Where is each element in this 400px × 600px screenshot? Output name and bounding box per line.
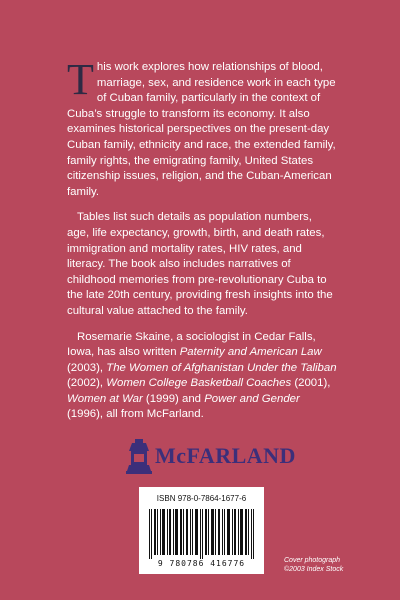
book-title: Power and Gender xyxy=(204,392,300,405)
photo-credit-line-2: ©2003 Index Stock xyxy=(284,566,344,573)
bio-text: (2003), xyxy=(67,361,107,374)
bio-text: (1996), all from McFarland. xyxy=(67,408,204,421)
blurb-paragraph-1-text: his work explores how relationships of blood, marriage, sex, and residence work in each type of Cuban family, particularly in the context of Cuba’s struggle to transform its economy. It also examines historical perspectives on the present-day Cuban family, ethnicity and race, the extended family, family rights, the emigrating family, United States citizenship issues, religion, and the Cuban-American family. xyxy=(67,61,336,198)
barcode-digits: 9 780786 416776 xyxy=(157,559,246,568)
blurb-paragraph-2: Tables list such details as population numbers, age, life expectancy, growth, birth, and death rates, immigration and mortality rates, HIV rates, and literacy. The book also includes narratives of childhood memories from pre-revolutionary Cuba to the late 20th century, providing fresh insights into the cultural value attached to the family. xyxy=(67,211,333,317)
bio-text: (2001), xyxy=(291,377,331,390)
bio-text: Rosemarie Skaine, a sociologist in Cedar Falls, Iowa, has also written xyxy=(67,330,316,359)
blurb-paragraph-1 xyxy=(67,55,337,200)
book-title: Paternity and American Law xyxy=(179,346,322,359)
publisher-logo xyxy=(126,438,296,474)
publisher-name: McFARLAND xyxy=(155,443,296,468)
author-bio xyxy=(67,330,337,424)
photo-credit-line-1: Cover photograph xyxy=(284,557,341,564)
book-title: Women at War xyxy=(67,392,143,405)
isbn-label: ISBN 978-0-7864-1677-6 xyxy=(156,494,247,503)
lamp-logo-icon xyxy=(126,438,152,474)
barcode-icon xyxy=(147,509,256,559)
book-title: Women College Basketball Coaches xyxy=(106,377,292,390)
book-title: The Women of Afghanistan Under the Taliban xyxy=(106,361,337,374)
barcode-box xyxy=(139,487,264,574)
blurb-text xyxy=(67,55,337,433)
bio-text: (2002), xyxy=(67,377,107,390)
photo-credit xyxy=(284,556,394,574)
drop-cap: T xyxy=(67,55,94,104)
bio-text: (1999) and xyxy=(142,392,205,405)
